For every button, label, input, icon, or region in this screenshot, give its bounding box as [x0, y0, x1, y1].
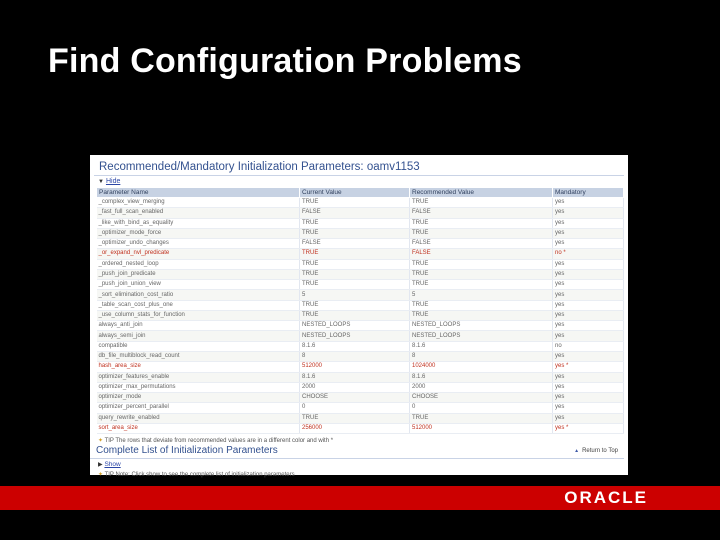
table-row — [97, 290, 624, 300]
current-value-cell: TRUE — [300, 218, 410, 228]
table-row — [97, 372, 624, 382]
recommended-value-cell: NESTED_LOOPS — [410, 331, 553, 341]
parameter-name-cell: _table_scan_cost_plus_one — [97, 300, 300, 310]
column-header-recommended-value[interactable]: Recommended Value — [410, 188, 553, 198]
parameter-name-cell: compatible — [97, 341, 300, 351]
parameter-name-cell: _optimizer_mode_force — [97, 228, 300, 238]
parameter-name-cell: _push_join_union_view — [97, 280, 300, 290]
parameter-name-cell: optimizer_mode — [97, 393, 300, 403]
table-row — [97, 413, 624, 423]
current-value-cell: 5 — [300, 290, 410, 300]
table-row — [97, 423, 624, 433]
recommended-value-cell: CHOOSE — [410, 393, 553, 403]
parameter-name-cell: optimizer_max_permutations — [97, 382, 300, 392]
mandatory-cell: yes — [553, 413, 624, 423]
current-value-cell: FALSE — [300, 208, 410, 218]
table-row — [97, 331, 624, 341]
mandatory-cell: yes * — [553, 362, 624, 372]
current-value-cell: NESTED_LOOPS — [300, 331, 410, 341]
parameter-name-cell: _ordered_nested_loop — [97, 259, 300, 269]
recommended-value-cell: 8 — [410, 351, 553, 361]
mandatory-cell: yes — [553, 269, 624, 279]
recommended-value-cell: 1024000 — [410, 362, 553, 372]
current-value-cell: TRUE — [300, 259, 410, 269]
mandatory-cell: yes — [553, 331, 624, 341]
table-row — [97, 341, 624, 351]
recommended-value-cell: TRUE — [410, 310, 553, 320]
current-value-cell: TRUE — [300, 249, 410, 259]
current-value-cell: NESTED_LOOPS — [300, 321, 410, 331]
triangle-up-icon: ▲ — [574, 448, 580, 455]
recommended-value-cell: TRUE — [410, 218, 553, 228]
mandatory-cell: yes — [553, 198, 624, 208]
table-row — [97, 239, 624, 249]
current-value-cell: TRUE — [300, 198, 410, 208]
table-row — [97, 198, 624, 208]
tip2-text: TIP Note: Click show to see the complete list of initialization parameters — [104, 472, 295, 479]
current-value-cell: 8.1.6 — [300, 372, 410, 382]
tip-note-2 — [90, 469, 628, 478]
recommended-value-cell: TRUE — [410, 413, 553, 423]
recommended-value-cell: 8.1.6 — [410, 372, 553, 382]
current-value-cell: CHOOSE — [300, 393, 410, 403]
mandatory-cell: yes * — [553, 423, 624, 433]
lightbulb-icon: ✦ — [98, 438, 104, 445]
recommended-value-cell: FALSE — [410, 239, 553, 249]
current-value-cell: TRUE — [300, 310, 410, 320]
current-value-cell: TRUE — [300, 228, 410, 238]
mandatory-cell: yes — [553, 208, 624, 218]
table-row — [97, 362, 624, 372]
oracle-logo: ORACLE — [564, 488, 648, 507]
parameter-name-cell: hash_area_size — [97, 362, 300, 372]
mandatory-cell: yes — [553, 403, 624, 413]
recommended-value-cell: TRUE — [410, 228, 553, 238]
return-to-top-link[interactable] — [574, 448, 618, 454]
parameter-name-cell: sort_area_size — [97, 423, 300, 433]
parameter-name-cell: _use_column_stats_for_function — [97, 310, 300, 320]
table-row — [97, 300, 624, 310]
current-value-cell: TRUE — [300, 280, 410, 290]
recommended-value-cell: 0 — [410, 403, 553, 413]
column-header-parameter-name[interactable]: Parameter Name — [97, 188, 300, 198]
current-value-cell: TRUE — [300, 269, 410, 279]
tip-text: TIP The rows that deviate from recommended values are in a different color and with * — [104, 438, 334, 445]
parameters-table — [96, 187, 624, 434]
table-row — [97, 403, 624, 413]
parameter-name-cell: _optimizer_undo_changes — [97, 239, 300, 249]
parameter-name-cell: _complex_view_merging — [97, 198, 300, 208]
return-to-top-label: Return to Top — [582, 448, 618, 455]
recommended-value-cell: 5 — [410, 290, 553, 300]
show-link[interactable]: Show — [104, 461, 121, 469]
table-row — [97, 208, 624, 218]
recommended-value-cell: 512000 — [410, 423, 553, 433]
parameter-name-cell: query_rewrite_enabled — [97, 413, 300, 423]
table-row — [97, 280, 624, 290]
parameter-name-cell: _push_join_predicate — [97, 269, 300, 279]
complete-list-header — [90, 445, 624, 459]
recommended-value-cell: TRUE — [410, 198, 553, 208]
table-row — [97, 259, 624, 269]
hide-toggle[interactable] — [90, 176, 628, 187]
complete-list-title: Complete List of Initialization Parameters — [96, 445, 278, 457]
parameter-name-cell: _fast_full_scan_enabled — [97, 208, 300, 218]
oem-screenshot — [90, 155, 628, 479]
recommended-value-cell: FALSE — [410, 208, 553, 218]
mandatory-cell: no * — [553, 249, 624, 259]
mandatory-cell: yes — [553, 218, 624, 228]
mandatory-cell: yes — [553, 372, 624, 382]
recommended-value-cell: TRUE — [410, 259, 553, 269]
lightbulb-icon: ✦ — [98, 472, 104, 479]
table-row — [97, 218, 624, 228]
mandatory-cell: yes — [553, 228, 624, 238]
parameter-name-cell: db_file_multiblock_read_count — [97, 351, 300, 361]
recommended-value-cell: TRUE — [410, 269, 553, 279]
parameter-name-cell: always_anti_join — [97, 321, 300, 331]
mandatory-cell: yes — [553, 382, 624, 392]
mandatory-cell: yes — [553, 300, 624, 310]
parameter-name-cell: optimizer_features_enable — [97, 372, 300, 382]
mandatory-cell: no — [553, 341, 624, 351]
triangle-right-icon: ▶ — [98, 462, 103, 469]
current-value-cell: 512000 — [300, 362, 410, 372]
mandatory-cell: yes — [553, 393, 624, 403]
table-row — [97, 269, 624, 279]
recommended-value-cell: TRUE — [410, 300, 553, 310]
column-header-current-value[interactable]: Current Value — [300, 188, 410, 198]
current-value-cell: 8 — [300, 351, 410, 361]
mandatory-cell: yes — [553, 259, 624, 269]
footer-bar — [0, 486, 720, 510]
mandatory-cell: yes — [553, 290, 624, 300]
parameter-name-cell: _or_expand_nvl_predicate — [97, 249, 300, 259]
parameter-name-cell: optimizer_percent_parallel — [97, 403, 300, 413]
table-row — [97, 382, 624, 392]
current-value-cell: 2000 — [300, 382, 410, 392]
mandatory-cell: yes — [553, 310, 624, 320]
slide-title: Find Configuration Problems — [48, 42, 522, 80]
mandatory-cell: yes — [553, 280, 624, 290]
column-header-mandatory[interactable]: Mandatory — [553, 188, 624, 198]
triangle-down-icon: ▼ — [98, 179, 104, 185]
show-toggle[interactable] — [90, 459, 628, 469]
current-value-cell: FALSE — [300, 239, 410, 249]
current-value-cell: 256000 — [300, 423, 410, 433]
table-row — [97, 321, 624, 331]
current-value-cell: 8.1.6 — [300, 341, 410, 351]
current-value-cell: TRUE — [300, 300, 410, 310]
section-header: Recommended/Mandatory Initialization Parameters: oamv1153 — [94, 155, 624, 176]
recommended-value-cell: 8.1.6 — [410, 341, 553, 351]
recommended-value-cell: TRUE — [410, 280, 553, 290]
parameter-name-cell: _sort_elimination_cost_ratio — [97, 290, 300, 300]
table-row — [97, 228, 624, 238]
current-value-cell: 0 — [300, 403, 410, 413]
hide-link[interactable]: Hide — [105, 178, 121, 185]
current-value-cell: TRUE — [300, 413, 410, 423]
mandatory-cell: yes — [553, 239, 624, 249]
table-row — [97, 351, 624, 361]
table-row — [97, 393, 624, 403]
recommended-value-cell: 2000 — [410, 382, 553, 392]
parameter-name-cell: always_semi_join — [97, 331, 300, 341]
recommended-value-cell: NESTED_LOOPS — [410, 321, 553, 331]
mandatory-cell: yes — [553, 351, 624, 361]
table-row — [97, 249, 624, 259]
mandatory-cell: yes — [553, 321, 624, 331]
recommended-value-cell: FALSE — [410, 249, 553, 259]
tip-note — [90, 434, 628, 445]
parameter-name-cell: _like_with_bind_as_equality — [97, 218, 300, 228]
table-row — [97, 310, 624, 320]
